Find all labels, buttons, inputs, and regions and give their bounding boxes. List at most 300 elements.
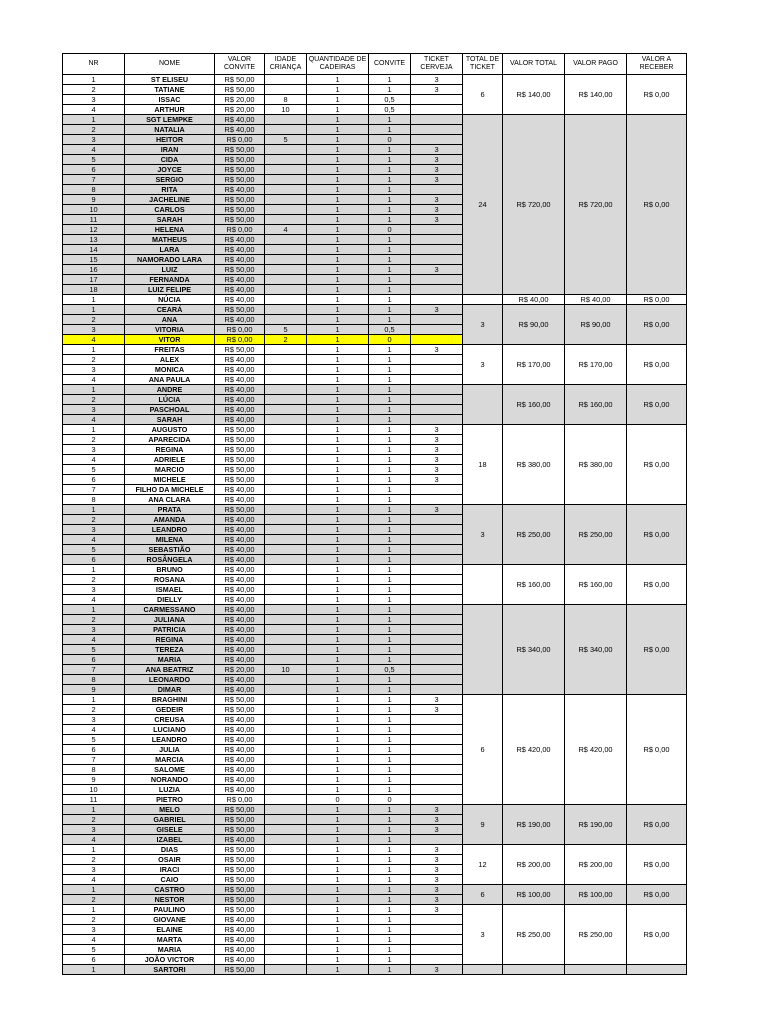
cell-valor-convite: R$ 50,00 [215, 165, 265, 175]
cell-nome: NESTOR [125, 895, 215, 905]
cell-nr: 14 [63, 245, 125, 255]
header-valor-total: VALOR TOTAL [503, 54, 565, 75]
cell-convite: 1 [369, 935, 411, 945]
cell-valor-convite: R$ 50,00 [215, 865, 265, 875]
cell-valor-convite: R$ 40,00 [215, 405, 265, 415]
cell-nr: 16 [63, 265, 125, 275]
cell-convite: 1 [369, 505, 411, 515]
cell-cadeiras: 1 [307, 745, 369, 755]
cell-ticket-cerveja [411, 935, 463, 945]
cell-idade [265, 585, 307, 595]
cell-cadeiras: 1 [307, 165, 369, 175]
cell-idade: 10 [265, 105, 307, 115]
cell-ticket-cerveja: 3 [411, 155, 463, 165]
table-row [63, 115, 687, 125]
cell-total-ticket: 6 [463, 75, 503, 115]
cell-nr: 10 [63, 205, 125, 215]
cell-convite: 1 [369, 955, 411, 965]
cell-valor-pago: R$ 190,00 [565, 805, 627, 845]
cell-convite: 1 [369, 365, 411, 375]
cell-ticket-cerveja [411, 745, 463, 755]
cell-nr: 9 [63, 195, 125, 205]
cell-nr: 11 [63, 795, 125, 805]
cell-nome: PAULINO [125, 905, 215, 915]
cell-valor-convite: R$ 50,00 [215, 875, 265, 885]
cell-valor-convite: R$ 40,00 [215, 375, 265, 385]
cell-ticket-cerveja [411, 715, 463, 725]
cell-valor-convite: R$ 40,00 [215, 255, 265, 265]
cell-convite: 1 [369, 175, 411, 185]
cell-nome: MARTA [125, 935, 215, 945]
cell-cadeiras: 1 [307, 85, 369, 95]
cell-convite: 1 [369, 195, 411, 205]
cell-idade [265, 605, 307, 615]
cell-nr: 8 [63, 185, 125, 195]
header-total-ticket: TOTAL DE TICKET [463, 54, 503, 75]
cell-valor-convite: R$ 40,00 [215, 835, 265, 845]
cell-ticket-cerveja [411, 415, 463, 425]
cell-valor-convite: R$ 40,00 [215, 575, 265, 585]
cell-cadeiras: 1 [307, 505, 369, 515]
cell-convite: 0,5 [369, 665, 411, 675]
cell-nome: GABRIEL [125, 815, 215, 825]
cell-valor-convite: R$ 40,00 [215, 925, 265, 935]
cell-nr: 1 [63, 605, 125, 615]
cell-nr: 3 [63, 865, 125, 875]
cell-cadeiras: 1 [307, 235, 369, 245]
cell-nr: 3 [63, 625, 125, 635]
cell-idade [265, 935, 307, 945]
cell-nr: 3 [63, 95, 125, 105]
cell-idade [265, 495, 307, 505]
cell-nome: MILENA [125, 535, 215, 545]
cell-nr: 3 [63, 135, 125, 145]
cell-convite: 1 [369, 535, 411, 545]
cell-total-ticket: 3 [463, 905, 503, 965]
cell-valor-convite: R$ 40,00 [215, 115, 265, 125]
cell-valor-convite: R$ 40,00 [215, 535, 265, 545]
cell-nr: 2 [63, 615, 125, 625]
cell-ticket-cerveja [411, 495, 463, 505]
cell-ticket-cerveja [411, 595, 463, 605]
cell-convite: 1 [369, 375, 411, 385]
cell-total-ticket: 18 [463, 425, 503, 505]
cell-nr: 4 [63, 935, 125, 945]
cell-idade [265, 675, 307, 685]
cell-valor-convite: R$ 50,00 [215, 505, 265, 515]
cell-valor-convite: R$ 20,00 [215, 665, 265, 675]
cell-cadeiras: 1 [307, 455, 369, 465]
cell-convite: 1 [369, 275, 411, 285]
cell-ticket-cerveja [411, 565, 463, 575]
cell-ticket-cerveja [411, 625, 463, 635]
cell-nr: 2 [63, 125, 125, 135]
cell-valor-receber [627, 965, 687, 975]
header-ticket-cerveja: TICKET CERVEJA [411, 54, 463, 75]
cell-nr: 9 [63, 685, 125, 695]
cell-nr: 11 [63, 215, 125, 225]
cell-valor-convite: R$ 50,00 [215, 465, 265, 475]
table-row [63, 845, 687, 855]
cell-cadeiras: 1 [307, 75, 369, 85]
cell-convite: 1 [369, 565, 411, 575]
header-valor-pago: VALOR PAGO [565, 54, 627, 75]
cell-ticket-cerveja [411, 775, 463, 785]
cell-total-ticket [463, 965, 503, 975]
cell-convite: 0,5 [369, 105, 411, 115]
cell-convite: 1 [369, 525, 411, 535]
cell-nr: 18 [63, 285, 125, 295]
cell-valor-convite: R$ 0,00 [215, 135, 265, 145]
cell-idade [265, 545, 307, 555]
cell-nr: 5 [63, 735, 125, 745]
cell-nome: ANA CLARA [125, 495, 215, 505]
cell-nr: 8 [63, 675, 125, 685]
cell-nr: 4 [63, 595, 125, 605]
cell-nr: 2 [63, 895, 125, 905]
cell-convite: 1 [369, 965, 411, 975]
header-valor-receber: VALOR A RECEBER [627, 54, 687, 75]
cell-nome: SARAH [125, 215, 215, 225]
cell-valor-total: R$ 160,00 [503, 565, 565, 605]
cell-cadeiras: 1 [307, 805, 369, 815]
cell-convite: 1 [369, 265, 411, 275]
cell-idade [265, 715, 307, 725]
cell-nr: 3 [63, 325, 125, 335]
cell-idade [265, 305, 307, 315]
cell-ticket-cerveja [411, 675, 463, 685]
cell-idade: 5 [265, 135, 307, 145]
cell-cadeiras: 1 [307, 265, 369, 275]
cell-nome: ANA BEATRIZ [125, 665, 215, 675]
cell-nome: ST ELISEU [125, 75, 215, 85]
cell-idade [265, 185, 307, 195]
cell-nome: CASTRO [125, 885, 215, 895]
cell-valor-convite: R$ 40,00 [215, 485, 265, 495]
cell-nome: LEONARDO [125, 675, 215, 685]
cell-nome: DIAS [125, 845, 215, 855]
cell-nome: GISELE [125, 825, 215, 835]
cell-ticket-cerveja [411, 255, 463, 265]
cell-valor-convite: R$ 40,00 [215, 585, 265, 595]
cell-nr: 10 [63, 785, 125, 795]
cell-nr: 6 [63, 745, 125, 755]
cell-cadeiras: 1 [307, 565, 369, 575]
cell-cadeiras: 1 [307, 205, 369, 215]
cell-valor-convite: R$ 40,00 [215, 655, 265, 665]
cell-nr: 1 [63, 805, 125, 815]
cell-convite: 1 [369, 435, 411, 445]
cell-valor-convite: R$ 0,00 [215, 325, 265, 335]
cell-ticket-cerveja [411, 125, 463, 135]
cell-nome: DIELLY [125, 595, 215, 605]
cell-ticket-cerveja: 3 [411, 895, 463, 905]
cell-cadeiras: 1 [307, 895, 369, 905]
cell-cadeiras: 1 [307, 245, 369, 255]
cell-nome: FERNANDA [125, 275, 215, 285]
cell-idade [265, 685, 307, 695]
cell-cadeiras: 1 [307, 815, 369, 825]
cell-convite: 1 [369, 945, 411, 955]
cell-nome: SEBASTIÃO [125, 545, 215, 555]
cell-valor-convite: R$ 50,00 [215, 815, 265, 825]
cell-idade [265, 345, 307, 355]
cell-idade [265, 505, 307, 515]
cell-nr: 3 [63, 925, 125, 935]
cell-nr: 1 [63, 505, 125, 515]
cell-valor-convite: R$ 50,00 [215, 455, 265, 465]
cell-convite: 1 [369, 615, 411, 625]
cell-valor-pago: R$ 720,00 [565, 115, 627, 295]
cell-convite: 1 [369, 835, 411, 845]
cell-nome: IRAN [125, 145, 215, 155]
cell-convite: 1 [369, 515, 411, 525]
cell-cadeiras: 1 [307, 385, 369, 395]
cell-valor-pago: R$ 340,00 [565, 605, 627, 695]
cell-ticket-cerveja: 3 [411, 215, 463, 225]
cell-convite: 1 [369, 295, 411, 305]
cell-cadeiras: 1 [307, 515, 369, 525]
cell-ticket-cerveja: 3 [411, 305, 463, 315]
cell-ticket-cerveja: 3 [411, 195, 463, 205]
cell-cadeiras: 1 [307, 575, 369, 585]
cell-ticket-cerveja [411, 655, 463, 665]
header-idade-crianca: IDADE CRIANÇA [265, 54, 307, 75]
cell-nr: 4 [63, 835, 125, 845]
cell-nome: GIOVANE [125, 915, 215, 925]
cell-ticket-cerveja: 3 [411, 165, 463, 175]
cell-convite: 1 [369, 895, 411, 905]
cell-idade [265, 875, 307, 885]
cell-cadeiras: 1 [307, 375, 369, 385]
cell-cadeiras: 1 [307, 845, 369, 855]
cell-ticket-cerveja: 3 [411, 445, 463, 455]
cell-cadeiras: 1 [307, 475, 369, 485]
cell-ticket-cerveja [411, 925, 463, 935]
cell-cadeiras: 1 [307, 595, 369, 605]
cell-nr: 3 [63, 365, 125, 375]
cell-convite: 0,5 [369, 325, 411, 335]
cell-idade [265, 265, 307, 275]
cell-convite: 1 [369, 125, 411, 135]
cell-valor-convite: R$ 50,00 [215, 205, 265, 215]
cell-idade [265, 775, 307, 785]
cell-valor-convite: R$ 50,00 [215, 695, 265, 705]
cell-ticket-cerveja: 3 [411, 815, 463, 825]
cell-valor-convite: R$ 40,00 [215, 765, 265, 775]
cell-convite: 1 [369, 755, 411, 765]
cell-ticket-cerveja: 3 [411, 145, 463, 155]
cell-nome: DIMAR [125, 685, 215, 695]
cell-cadeiras: 1 [307, 855, 369, 865]
cell-cadeiras: 1 [307, 915, 369, 925]
cell-convite: 0,5 [369, 95, 411, 105]
cell-idade [265, 745, 307, 755]
cell-cadeiras: 1 [307, 865, 369, 875]
cell-cadeiras: 1 [307, 935, 369, 945]
cell-idade [265, 735, 307, 745]
cell-ticket-cerveja: 3 [411, 435, 463, 445]
cell-cadeiras: 1 [307, 355, 369, 365]
table-row [63, 385, 687, 395]
cell-cadeiras: 1 [307, 685, 369, 695]
cell-valor-receber: R$ 0,00 [627, 75, 687, 115]
cell-cadeiras: 1 [307, 315, 369, 325]
cell-valor-convite: R$ 20,00 [215, 95, 265, 105]
cell-valor-total: R$ 100,00 [503, 885, 565, 905]
cell-convite: 1 [369, 555, 411, 565]
cell-convite: 1 [369, 425, 411, 435]
cell-idade [265, 555, 307, 565]
cell-total-ticket: 3 [463, 345, 503, 385]
cell-idade [265, 655, 307, 665]
cell-cadeiras: 1 [307, 945, 369, 955]
cell-total-ticket: 3 [463, 305, 503, 345]
cell-cadeiras: 1 [307, 435, 369, 445]
cell-convite: 1 [369, 305, 411, 315]
cell-nome: LUZIA [125, 785, 215, 795]
cell-convite: 1 [369, 75, 411, 85]
cell-nome: PIETRO [125, 795, 215, 805]
cell-idade [265, 415, 307, 425]
cell-ticket-cerveja [411, 235, 463, 245]
cell-valor-convite: R$ 50,00 [215, 195, 265, 205]
cell-nr: 9 [63, 775, 125, 785]
cell-valor-convite: R$ 50,00 [215, 855, 265, 865]
cell-valor-total: R$ 90,00 [503, 305, 565, 345]
cell-nome: JOÃO VICTOR [125, 955, 215, 965]
cell-nome: RITA [125, 185, 215, 195]
cell-idade [265, 765, 307, 775]
cell-convite: 1 [369, 745, 411, 755]
cell-nr: 2 [63, 855, 125, 865]
cell-ticket-cerveja [411, 385, 463, 395]
cell-convite: 1 [369, 605, 411, 615]
cell-ticket-cerveja [411, 485, 463, 495]
cell-idade [265, 525, 307, 535]
cell-nome: PASCHOAL [125, 405, 215, 415]
cell-cadeiras: 1 [307, 655, 369, 665]
cell-cadeiras: 1 [307, 485, 369, 495]
cell-nr: 4 [63, 415, 125, 425]
cell-idade [265, 355, 307, 365]
cell-valor-pago: R$ 200,00 [565, 845, 627, 885]
cell-nome: JACHELINE [125, 195, 215, 205]
cell-ticket-cerveja [411, 945, 463, 955]
cell-nome: AUGUSTO [125, 425, 215, 435]
cell-convite: 1 [369, 825, 411, 835]
cell-nr: 1 [63, 385, 125, 395]
cell-idade [265, 835, 307, 845]
cell-valor-convite: R$ 40,00 [215, 125, 265, 135]
cell-cadeiras: 1 [307, 755, 369, 765]
cell-idade [265, 565, 307, 575]
cell-valor-receber: R$ 0,00 [627, 505, 687, 565]
cell-idade [265, 805, 307, 815]
cell-idade [265, 485, 307, 495]
cell-convite: 1 [369, 165, 411, 175]
cell-ticket-cerveja [411, 665, 463, 675]
cell-valor-convite: R$ 50,00 [215, 905, 265, 915]
cell-valor-convite: R$ 40,00 [215, 545, 265, 555]
cell-cadeiras: 1 [307, 605, 369, 615]
cell-valor-receber: R$ 0,00 [627, 805, 687, 845]
cell-total-ticket [463, 605, 503, 695]
cell-nome: VITORIA [125, 325, 215, 335]
cell-ticket-cerveja [411, 115, 463, 125]
cell-idade [265, 285, 307, 295]
cell-nome: MARCIO [125, 465, 215, 475]
cell-ticket-cerveja: 3 [411, 265, 463, 275]
cell-nome: SARTORI [125, 965, 215, 975]
cell-ticket-cerveja: 3 [411, 75, 463, 85]
cell-idade [265, 885, 307, 895]
cell-valor-convite: R$ 40,00 [215, 725, 265, 735]
cell-convite: 1 [369, 685, 411, 695]
cell-ticket-cerveja: 3 [411, 705, 463, 715]
cell-idade [265, 165, 307, 175]
cell-nr: 4 [63, 335, 125, 345]
cell-convite: 1 [369, 345, 411, 355]
cell-convite: 1 [369, 545, 411, 555]
cell-total-ticket [463, 565, 503, 605]
cell-valor-receber: R$ 0,00 [627, 385, 687, 425]
cell-idade [265, 125, 307, 135]
cell-nome: ANA [125, 315, 215, 325]
cell-valor-convite: R$ 40,00 [215, 315, 265, 325]
cell-nome: IZABEL [125, 835, 215, 845]
cell-valor-total: R$ 420,00 [503, 695, 565, 805]
cell-convite: 1 [369, 815, 411, 825]
cell-nome: LARA [125, 245, 215, 255]
cell-total-ticket [463, 295, 503, 305]
cell-valor-convite: R$ 20,00 [215, 105, 265, 115]
cell-valor-pago: R$ 140,00 [565, 75, 627, 115]
cell-ticket-cerveja [411, 785, 463, 795]
cell-nome: TEREZA [125, 645, 215, 655]
cell-nr: 2 [63, 915, 125, 925]
cell-idade [265, 705, 307, 715]
cell-ticket-cerveja [411, 105, 463, 115]
cell-ticket-cerveja [411, 545, 463, 555]
cell-ticket-cerveja [411, 635, 463, 645]
cell-valor-convite: R$ 40,00 [215, 955, 265, 965]
cell-idade: 5 [265, 325, 307, 335]
cell-valor-convite: R$ 40,00 [215, 515, 265, 525]
cell-convite: 1 [369, 875, 411, 885]
cell-ticket-cerveja [411, 375, 463, 385]
cell-valor-total: R$ 40,00 [503, 295, 565, 305]
cell-valor-convite: R$ 50,00 [215, 155, 265, 165]
cell-valor-total: R$ 190,00 [503, 805, 565, 845]
cell-ticket-cerveja [411, 915, 463, 925]
cell-total-ticket [463, 385, 503, 425]
cell-idade [265, 475, 307, 485]
cell-ticket-cerveja [411, 765, 463, 775]
cell-convite: 1 [369, 645, 411, 655]
header-row [63, 54, 687, 75]
cell-idade [265, 895, 307, 905]
cell-convite: 1 [369, 355, 411, 365]
cell-nr: 2 [63, 575, 125, 585]
cell-ticket-cerveja [411, 795, 463, 805]
cell-cadeiras: 1 [307, 115, 369, 125]
cell-valor-convite: R$ 50,00 [215, 885, 265, 895]
cell-valor-total: R$ 160,00 [503, 385, 565, 425]
cell-idade [265, 145, 307, 155]
cell-valor-convite: R$ 40,00 [215, 625, 265, 635]
cell-ticket-cerveja [411, 185, 463, 195]
